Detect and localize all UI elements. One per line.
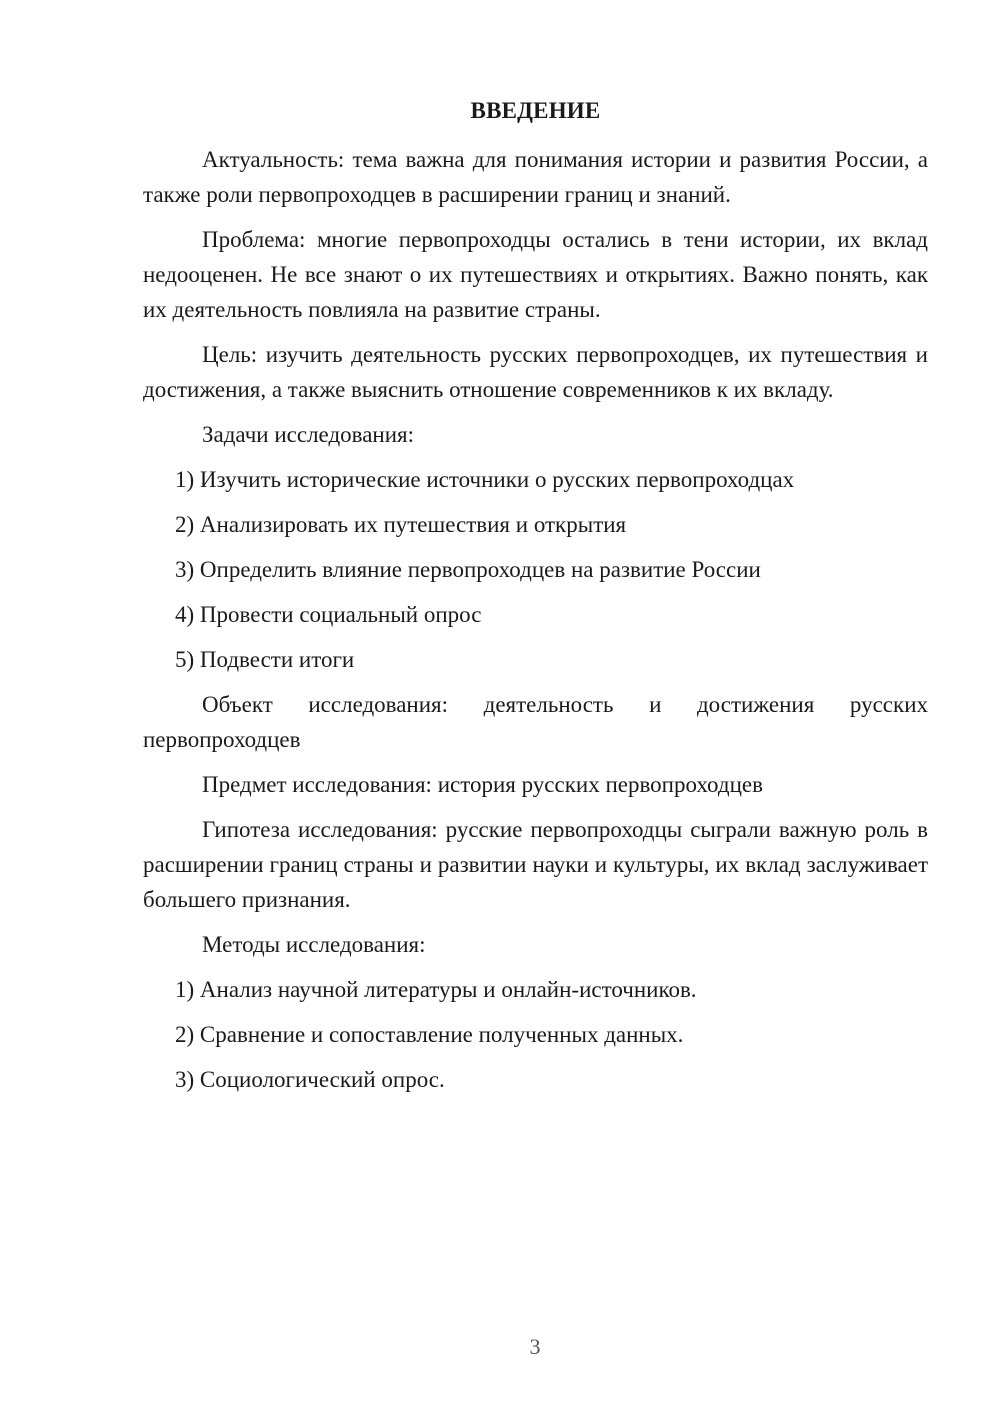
section-heading: ВВЕДЕНИЕ — [470, 98, 601, 123]
paragraph-goal: Цель: изучить деятельность русских первопроходцев, их путешествия и достижения, а также выяснить отношение современников к их вкладу. — [143, 342, 928, 402]
list-item: 4) Провести социальный опрос — [175, 602, 482, 627]
tasks-list — [143, 462, 928, 677]
methods-list — [143, 972, 928, 1097]
list-item: 1) Изучить исторические источники о русских первопроходцах — [175, 467, 795, 492]
page-number: 3 — [529, 1334, 541, 1359]
list-item: 3) Социологический опрос. — [175, 1067, 445, 1092]
paragraph-problem: Проблема: многие первопроходцы остались в тени истории, их вклад недооценен. Не все знают о их путешествиях и открытиях. Важно понять, как их деятельность повлияла на развитие страны. — [143, 227, 928, 322]
paragraph-object: Объект исследования: деятельность и достижения русских первопроходцев — [143, 692, 928, 752]
list-item: 1) Анализ научной литературы и онлайн-источников. — [175, 977, 697, 1002]
list-item: 2) Сравнение и сопоставление полученных данных. — [175, 1022, 684, 1047]
paragraph-subject: Предмет исследования: история русских первопроходцев — [202, 772, 763, 797]
list-item: 3) Определить влияние первопроходцев на развитие России — [175, 557, 761, 582]
document-body — [143, 96, 928, 1107]
methods-label: Методы исследования: — [202, 932, 426, 957]
tasks-label: Задачи исследования: — [202, 422, 415, 447]
list-item: 5) Подвести итоги — [175, 647, 355, 672]
paragraph-hypothesis: Гипотеза исследования: русские первопроходцы сыграли важную роль в расширении границ страны и развитии науки и культуры, их вклад заслуживает большего признания. — [143, 817, 928, 912]
list-item: 2) Анализировать их путешествия и открытия — [175, 512, 627, 537]
paragraph-relevance: Актуальность: тема важна для понимания истории и развития России, а также роли первопроходцев в расширении границ и знаний. — [143, 147, 928, 207]
